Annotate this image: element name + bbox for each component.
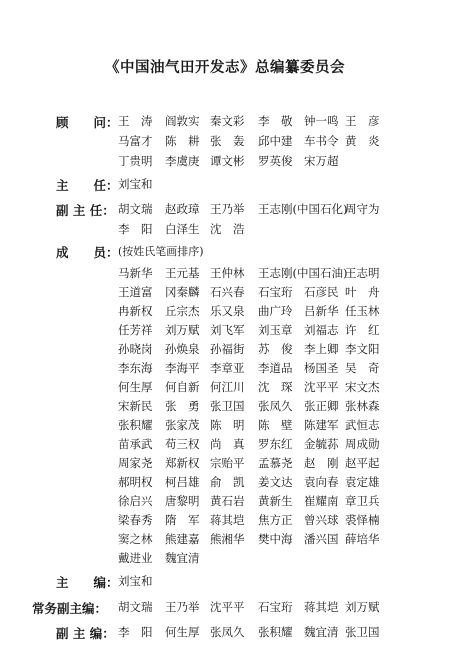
- member-name: 张卫国: [210, 399, 245, 413]
- member-name: 张林森: [345, 399, 380, 413]
- member-name: 何江川: [210, 380, 245, 394]
- member-name: 曲广玲: [258, 304, 293, 318]
- member-name: 吕新华: [304, 304, 339, 318]
- section-label: 常务副主编：: [32, 601, 108, 616]
- member-name: 沈平平: [304, 380, 339, 394]
- member-name: 戴进业: [118, 551, 153, 565]
- member-name: 熊湘华: [210, 532, 245, 546]
- member-name: 李海平: [165, 361, 200, 375]
- member-name: 赵 刚: [304, 456, 339, 470]
- member-name: 刘福志: [304, 323, 339, 337]
- member-name: 孙福街: [210, 342, 245, 356]
- name-row: [0, 624, 450, 639]
- name-row: [0, 153, 450, 168]
- member-name: 孙晓岗: [118, 342, 153, 356]
- member-name: 陈 明: [210, 418, 245, 432]
- member-name: 王仲林: [210, 266, 245, 280]
- member-name: 罗英俊: [258, 154, 293, 168]
- member-name: 冉新权: [118, 304, 153, 318]
- member-name: 王志刚(中国石油): [258, 266, 348, 280]
- name-row: [0, 322, 450, 337]
- member-name: 丁贵明: [118, 154, 153, 168]
- member-name: 赵政璋: [165, 202, 200, 216]
- name-row: [0, 417, 450, 432]
- member-name: 李 阳: [118, 625, 153, 639]
- member-name: 刘宝和: [118, 574, 153, 588]
- member-name: 尚 真: [210, 437, 245, 451]
- member-name: 王乃举: [210, 202, 245, 216]
- member-name: 孙焕泉: [165, 342, 200, 356]
- name-row: [0, 113, 450, 128]
- member-name: 隋 军: [165, 513, 200, 527]
- member-name: 王 彦: [345, 114, 380, 128]
- member-name: 窦之林: [118, 532, 153, 546]
- name-row: [0, 474, 450, 489]
- member-name: 曾兴球: [304, 513, 339, 527]
- member-name: 何生厚: [165, 625, 200, 639]
- member-name: 胡文瑞: [118, 202, 153, 216]
- member-name: 罗东红: [258, 437, 293, 451]
- member-name: 张家茂: [165, 418, 200, 432]
- member-name: 李道品: [258, 361, 293, 375]
- member-name: 蒋其垲: [210, 513, 245, 527]
- name-row: [0, 531, 450, 546]
- member-name: 宗贻平: [210, 456, 245, 470]
- member-name: 张积耀: [258, 625, 293, 639]
- name-row: [0, 599, 450, 614]
- member-name: 张卫国: [345, 625, 380, 639]
- name-row: [0, 341, 450, 356]
- member-name: 王 涛: [118, 114, 153, 128]
- member-name: 张积耀: [118, 418, 153, 432]
- member-name: 刘飞军: [210, 323, 245, 337]
- member-name: 何生厚: [118, 380, 153, 394]
- member-name: 张 轰: [210, 134, 245, 148]
- member-name: 沈平平: [210, 600, 245, 614]
- member-name: 秦文彩: [210, 114, 245, 128]
- name-row: [0, 512, 450, 527]
- member-name: 钟一鸣: [304, 114, 339, 128]
- member-name: 乐又泉: [210, 304, 245, 318]
- sort-note: (按姓氏笔画排序): [118, 245, 204, 258]
- member-name: 王乃举: [165, 600, 200, 614]
- member-name: 梁春秀: [118, 513, 153, 527]
- member-name: 薛培华: [345, 532, 380, 546]
- name-row: [0, 493, 450, 508]
- member-name: 袁向春: [304, 475, 339, 489]
- member-name: 熊建嘉: [165, 532, 200, 546]
- name-row: [0, 221, 450, 236]
- member-name: 苗承武: [118, 437, 153, 451]
- member-name: 姜文达: [258, 475, 293, 489]
- section-label: 主 编：: [56, 575, 119, 590]
- member-name: 陈 耕: [165, 134, 200, 148]
- member-name: 张凤久: [210, 625, 245, 639]
- member-name: 石彦民: [304, 285, 339, 299]
- member-name: 谭文彬: [210, 154, 245, 168]
- member-name: 车书令: [304, 134, 339, 148]
- member-name: 张凤久: [258, 399, 293, 413]
- section-label: 主 任：: [56, 178, 119, 193]
- member-name: 王元基: [165, 266, 200, 280]
- member-name: 孟慕尧: [258, 456, 293, 470]
- name-row: [0, 455, 450, 470]
- member-name: 魏宜清: [165, 551, 200, 565]
- name-row: [0, 265, 450, 280]
- member-name: 丘宗杰: [165, 304, 200, 318]
- member-name: 阎敦实: [165, 114, 200, 128]
- member-name: 周成勋: [345, 437, 380, 451]
- member-name: 刘万赋: [165, 323, 200, 337]
- member-name: 郝明权: [118, 475, 153, 489]
- member-name: 石兴春: [210, 285, 245, 299]
- member-name: 刘万赋: [345, 600, 380, 614]
- section-label: 顾 问：: [56, 115, 119, 130]
- member-name: 何自新: [165, 380, 200, 394]
- member-name: 宋万超: [304, 154, 339, 168]
- member-name: 刘玉章: [258, 323, 293, 337]
- member-name: 周家尧: [118, 456, 153, 470]
- member-name: 金毓荪: [304, 437, 339, 451]
- member-name: 苏 俊: [258, 342, 293, 356]
- member-name: 唐黎明: [165, 494, 200, 508]
- section-label: 成 员：: [56, 245, 119, 260]
- name-row: [0, 176, 450, 191]
- member-name: 柯吕雄: [165, 475, 200, 489]
- name-row: [0, 360, 450, 375]
- member-name: 宋文杰: [345, 380, 380, 394]
- member-name: 邱中建: [258, 134, 293, 148]
- member-name: 俞 凯: [210, 475, 245, 489]
- member-name: 沈 浩: [210, 222, 245, 236]
- member-name: 胡文瑞: [118, 600, 153, 614]
- member-name: 陈 壁: [258, 418, 293, 432]
- name-row: [0, 201, 450, 216]
- member-name: 焦方正: [258, 513, 293, 527]
- member-name: 张 勇: [165, 399, 200, 413]
- member-name: 马富才: [118, 134, 153, 148]
- member-name: 武恒志: [345, 418, 380, 432]
- member-name: 王志刚(中国石化): [258, 202, 348, 216]
- member-name: 叶 舟: [345, 285, 380, 299]
- member-name: 李上卿: [304, 342, 339, 356]
- name-row: [0, 133, 450, 148]
- member-name: 白泽生: [165, 222, 200, 236]
- member-name: 李 敬: [258, 114, 293, 128]
- name-row: [0, 398, 450, 413]
- section-label: 副 主 编：: [56, 626, 115, 641]
- member-name: 李 阳: [118, 222, 153, 236]
- name-row: [0, 284, 450, 299]
- member-name: 任玉林: [345, 304, 380, 318]
- member-name: 陈建军: [304, 418, 339, 432]
- member-name: 魏宜清: [304, 625, 339, 639]
- member-name: 周守为: [345, 202, 380, 216]
- member-name: 赵平起: [345, 456, 380, 470]
- member-name: 王道富: [118, 285, 153, 299]
- section-label: 副 主 任：: [56, 203, 115, 218]
- name-row: [0, 573, 450, 588]
- name-row: [0, 550, 450, 565]
- name-row: [0, 379, 450, 394]
- member-name: 李东海: [118, 361, 153, 375]
- member-name: 许 红: [345, 323, 380, 337]
- member-name: 石宝珩: [258, 600, 293, 614]
- member-name: 冈秦麟: [165, 285, 200, 299]
- member-name: 袁定雄: [345, 475, 380, 489]
- member-name: 樊中海: [258, 532, 293, 546]
- member-name: 刘宝和: [118, 177, 153, 191]
- member-name: 郑新权: [165, 456, 200, 470]
- member-name: 李虞庚: [165, 154, 200, 168]
- member-name: 李文阳: [345, 342, 380, 356]
- name-row: [0, 303, 450, 318]
- member-name: 裘怿楠: [345, 513, 380, 527]
- member-name: 李章亚: [210, 361, 245, 375]
- member-name: 徐启兴: [118, 494, 153, 508]
- member-name: 蒋其垲: [304, 600, 339, 614]
- member-name: 崔耀南: [304, 494, 339, 508]
- member-name: 章卫兵: [345, 494, 380, 508]
- member-name: 吴 奇: [345, 361, 380, 375]
- member-name: 苟三权: [165, 437, 200, 451]
- member-name: 黄石岩: [210, 494, 245, 508]
- member-name: 马新华: [118, 266, 153, 280]
- member-name: 石宝珩: [258, 285, 293, 299]
- name-row: [0, 436, 450, 451]
- member-name: 杨国圣: [304, 361, 339, 375]
- member-name: 张正卿: [304, 399, 339, 413]
- page-title: 《中国油气田开发志》总编纂委员会: [105, 59, 345, 76]
- member-name: 黄新生: [258, 494, 293, 508]
- member-name: 黄 炎: [345, 134, 380, 148]
- member-name: 任芳祥: [118, 323, 153, 337]
- member-name: 王志明: [345, 266, 380, 280]
- member-name: 宋新民: [118, 399, 153, 413]
- member-name: 沈 琛: [258, 380, 293, 394]
- member-name: 潘兴国: [304, 532, 339, 546]
